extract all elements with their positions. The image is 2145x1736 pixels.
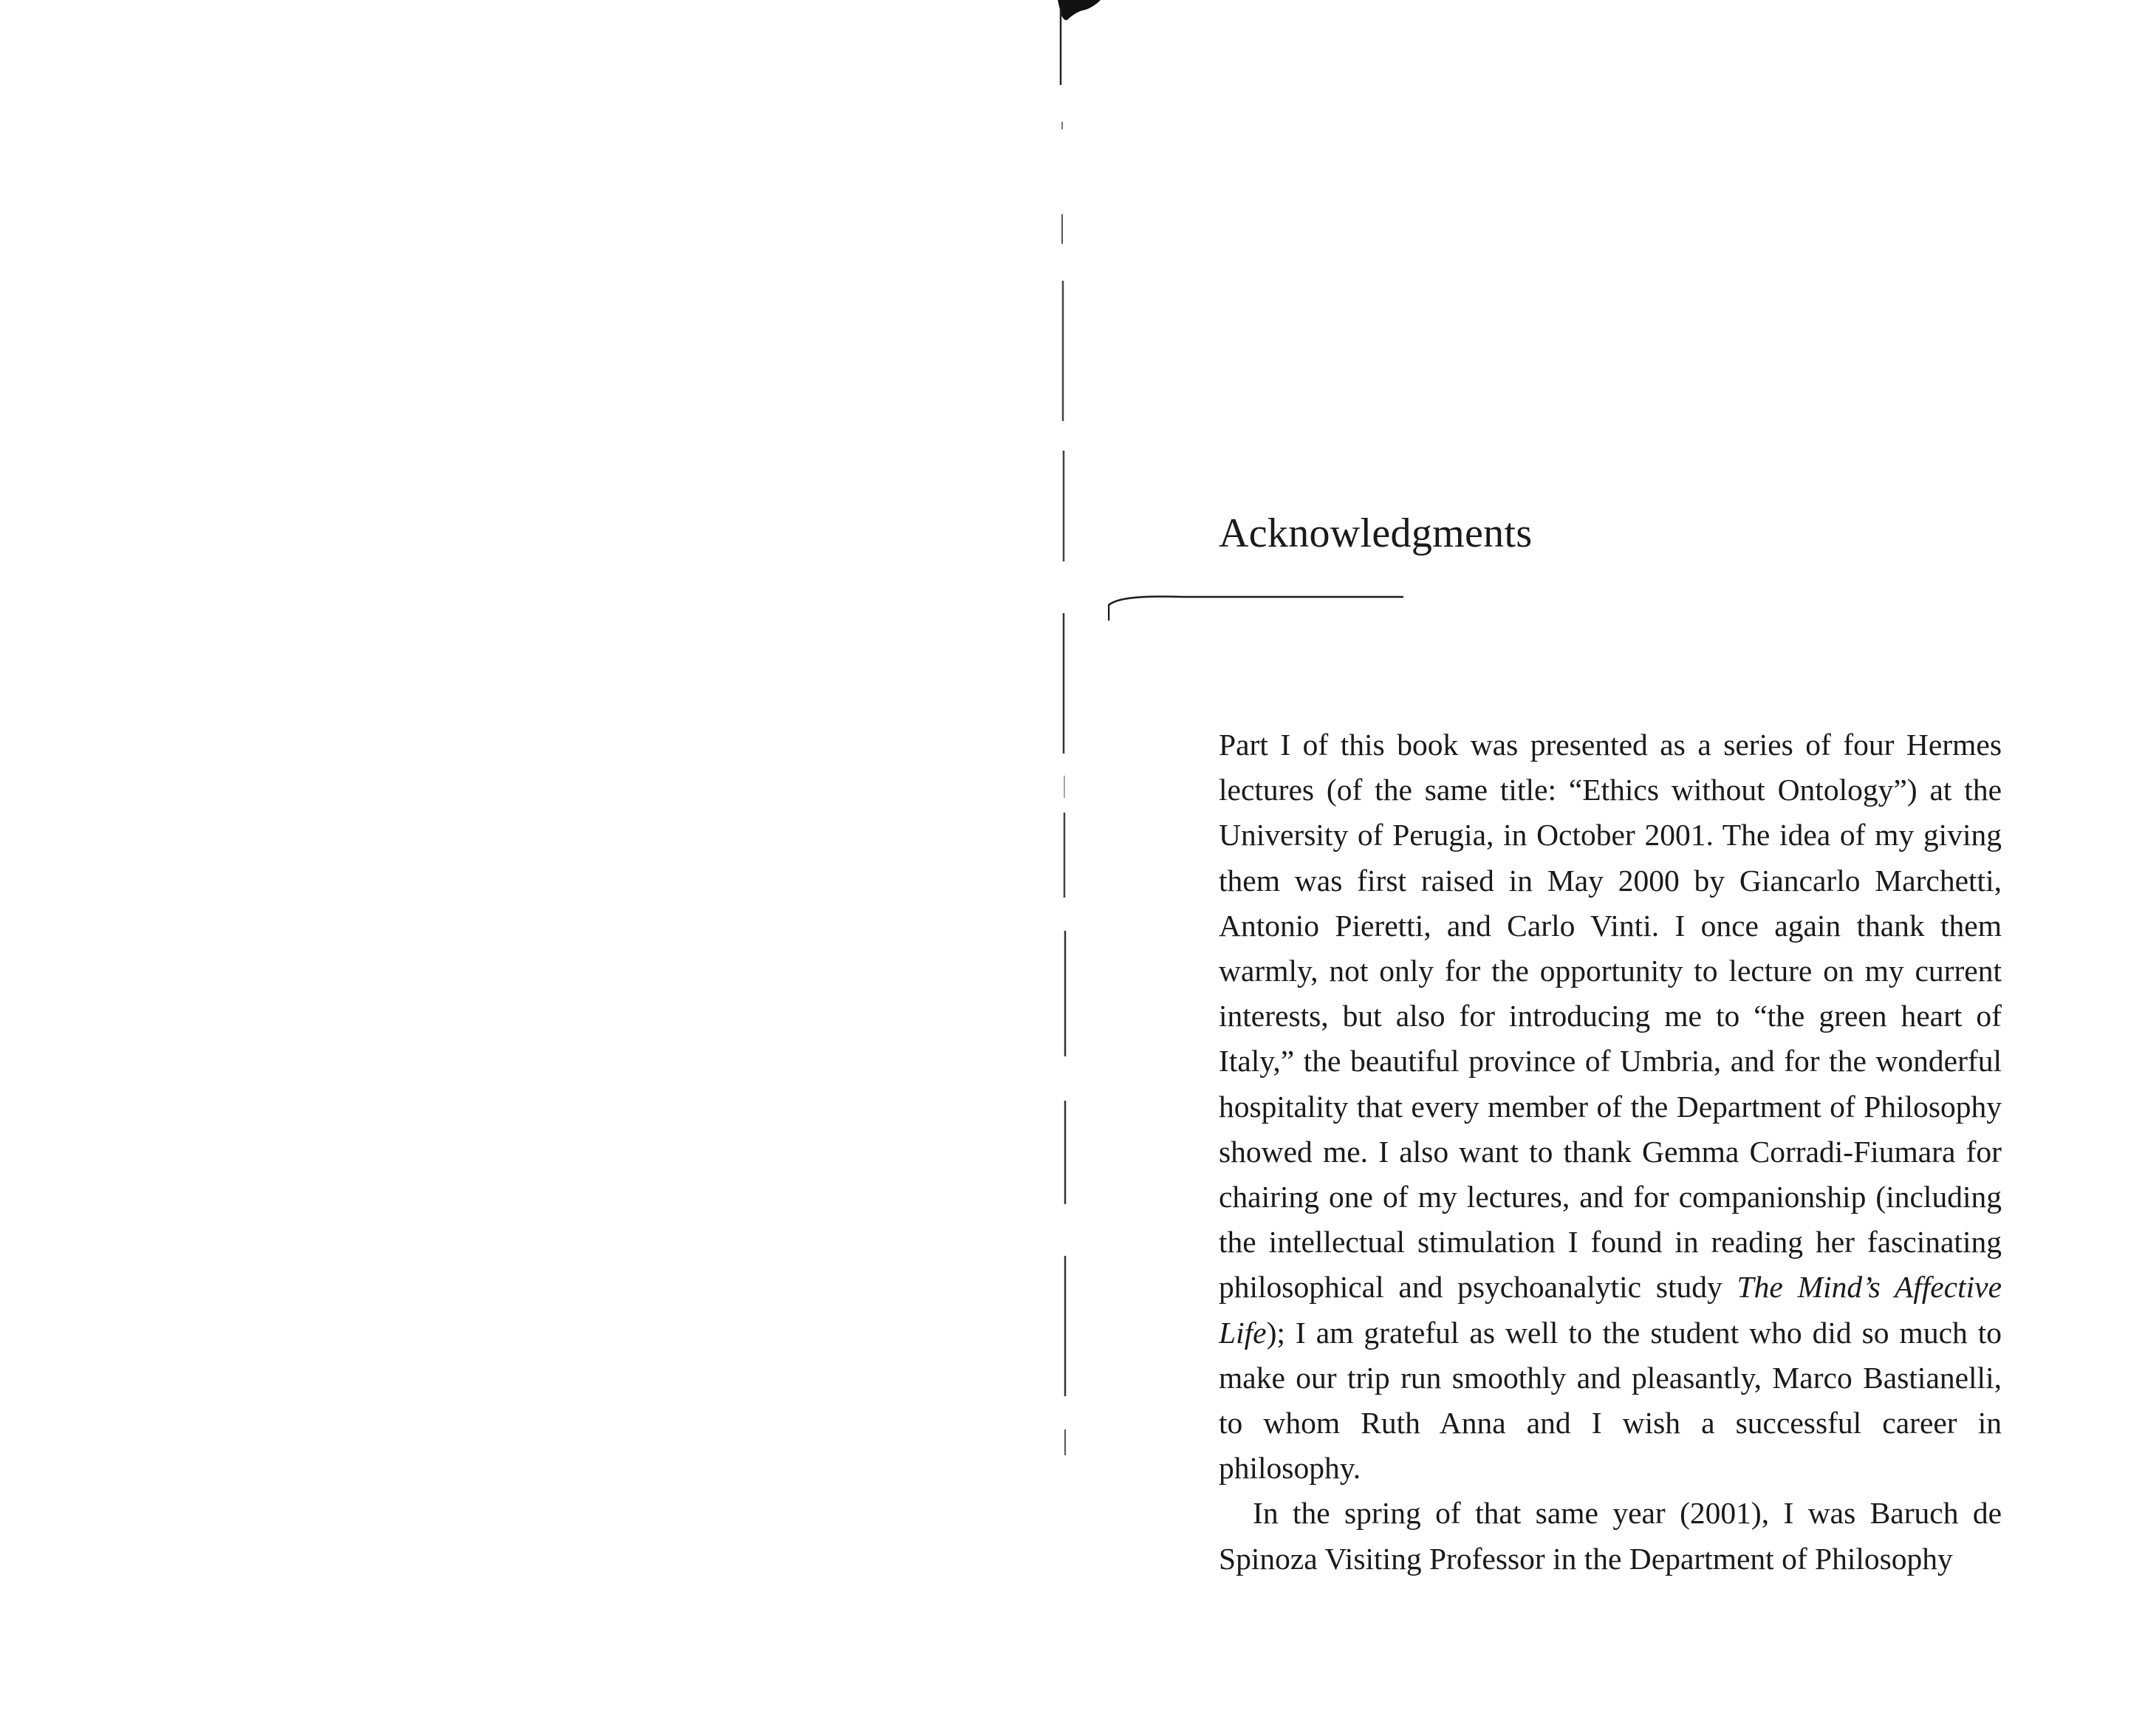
ink-smudge [1058,0,1101,20]
heading-rule [1108,591,1403,621]
book-title-italic: The Mind’s Affective Life [1219,1270,2002,1350]
paragraph-1-text: Part I of this book was presented as a series of four Hermes lectures (of the same title: “Ethics without Ontology”) at the University of Perugia, in October 2001. The idea of my giving them was first raised in May 2000 by Giancarlo Marchetti, Antonio Pieretti, and Carlo Vinti. I once again thank them warmly, not only for the opportunity to lecture on my current interests, but also for introducing me to “the green heart of Italy,” the beautiful province of Umbria, and for the wonderful hospitality that every member of the Department of Philosophy showed me. I also want to thank Gemma Corradi-Fiumara for chairing one of my lectures, and for companionship (including the intellectual stimulation I found in reading her fascinating philosophical and psychoanalytic study [1219,728,2002,1305]
page-heading: Acknowledgments [1219,510,1533,556]
paragraph-1-text-cont: ); I am grateful as well to the student who did so much to make our trip run smoothly and pleasantly, Marco Bastianelli, to whom Ruth Anna and I wish a successful career in philosophy. [1219,1315,2002,1486]
body-text [1219,722,2002,1582]
paragraph-2: In the spring of that same year (2001), I was Baruch de Spinoza Visiting Professor in the Department of Philosophy [1219,1496,2002,1576]
binding-gutter [1049,0,1108,1736]
paragraph-1 [1219,722,2002,1491]
